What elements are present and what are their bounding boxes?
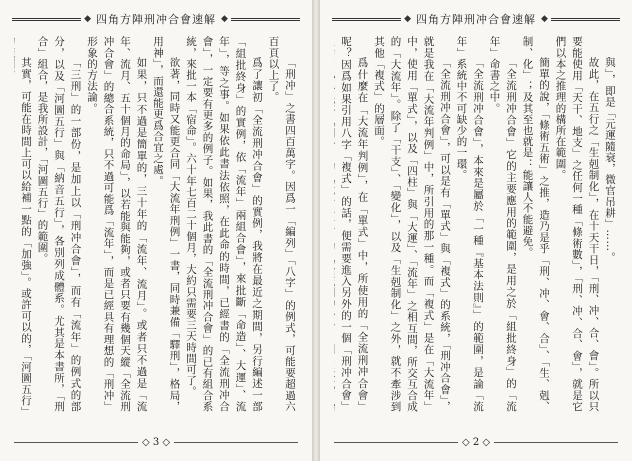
- page-number: ◇ 2 ◇: [461, 436, 491, 448]
- book-gutter: [312, 0, 320, 461]
- page-footer: [334, 435, 618, 449]
- diamond-icon: ◆: [541, 14, 548, 24]
- paragraph: 「全流刑冲合會」，本來是屬於「一種『基本法則』」的範圍，是論「流年」系統中不可缺少的一環。: [455, 36, 484, 412]
- running-title: 四角方陣刑冲合會速解: [416, 13, 536, 26]
- header-rule-right: [231, 18, 300, 21]
- paragraph: 爲了讓初「全流刑冲合會」的實例，我將在最近之期間，另行編述一部「組批終身」的實例，依「流年」兩組合會」，來批斷「命造」、大運」、流年」，等之事。如果依此書法依照，在此命的時間，已經書的「全流刑冲合會」，一定要有更多的例子。如果，我此書的「全流刑冲合會」的已有組合系統，來批一本「宿命」。六十年七百二十個月，大約只需要三天時間可了。: [185, 36, 263, 412]
- diamond-icon: ◆: [221, 14, 228, 24]
- header-rule-right: [551, 18, 620, 21]
- paragraph: 如果，只不過是簡單的，三十年的「流年、流月」。或者只不過是「流年、流月、五十個月的命局」，以若能與能夠，或者只要有幾個天縱「全流刑冲合會」的總合系統，只不過可能爲「流年」，而是已經具有理想的「刑冲」形象的方法論。: [86, 36, 148, 412]
- paragraph: 簡單的說，「條術五術」之推，造乃是乎「刑、冲、會、合」、「生、剋、制、化」；及其至也就是：能讓人不能避免。: [521, 36, 550, 412]
- diamond-icon: ◆: [84, 14, 91, 24]
- footer-rule-right: [494, 442, 618, 443]
- paragraph: 與」，即是「元運隨衰，微官吊耕」……。: [604, 57, 616, 263]
- page-header: [332, 10, 620, 28]
- paragraph: 故此，在五行之「生剋制化」，在十天干日，「刑、冲、合、會」。所以只要能使用「天干、地支」之任何一種「條術數」，「刑、冲、合、會」，就是它們以本之推理的構所在範圍。: [554, 36, 600, 412]
- footer-rule-left: [14, 442, 138, 443]
- footer-rule-left: [334, 442, 458, 443]
- header-rule-left: [12, 18, 81, 21]
- page-number: ◇ 3 ◇: [141, 436, 171, 448]
- paragraph: 「三刑」的一部份，是加上以「刑冲合會」，而有「流年」的例式的部分，以及「河圖五行」與「納音五行」，各別列成體系。尤其是本書所，「刑合」組合，是我所設計，「河圖五行」的範圍。: [36, 36, 82, 412]
- page-header: [12, 10, 300, 28]
- page-body: [14, 36, 298, 412]
- diamond-icon: ◆: [404, 14, 411, 24]
- paragraph: 爲什麼在「大流年判例」，在「單式」中，所使用的「全流刑冲合會」呢？因爲如果引用八字「複式」的話，便需要進入另外的一個「刑冲合會」: [340, 36, 369, 412]
- page-body: [334, 36, 618, 412]
- paragraph: 「全流刑冲合會」，可以是有「單式」與「複式」的系統，「刑冲合會」，就是我在「大流年判例」中，所引用的那一種。而「複式」是在「大流年」中，使用「單式」，以及「四柱」與「大運」、「流年」之相互間，所交互合成的「大流年」。除了「干支」、「變化」，以及「生剋制化」之外，就不牽涉到其他「複式」的層面。: [373, 36, 451, 412]
- running-title: 四角方陣刑冲合會速解: [96, 13, 216, 26]
- paragraph: 「全流刑冲合會」它的主要應用的範圍，是用之於「組批終身」的「流年」命書之中。: [488, 36, 517, 412]
- left-page: [0, 0, 312, 461]
- page-footer: [14, 435, 298, 449]
- right-page: [320, 0, 632, 461]
- paragraph: 欲著，同時又能更合同「大流年刑例」一書，同時兼備「驛刑」，格局，用神」，而還能更爲合宜之處。: [152, 36, 181, 412]
- paragraph: 其實，可能在時間上可以給補一點的「加強」。或許可以的，「河圖五行」: [20, 57, 32, 412]
- footer-rule-right: [174, 442, 298, 443]
- header-rule-left: [332, 18, 401, 21]
- paragraph: 「刑冲」之書四百萬字。因爲一「編列」「八字」的例式，可能要超過六百頁以上了。: [267, 36, 296, 412]
